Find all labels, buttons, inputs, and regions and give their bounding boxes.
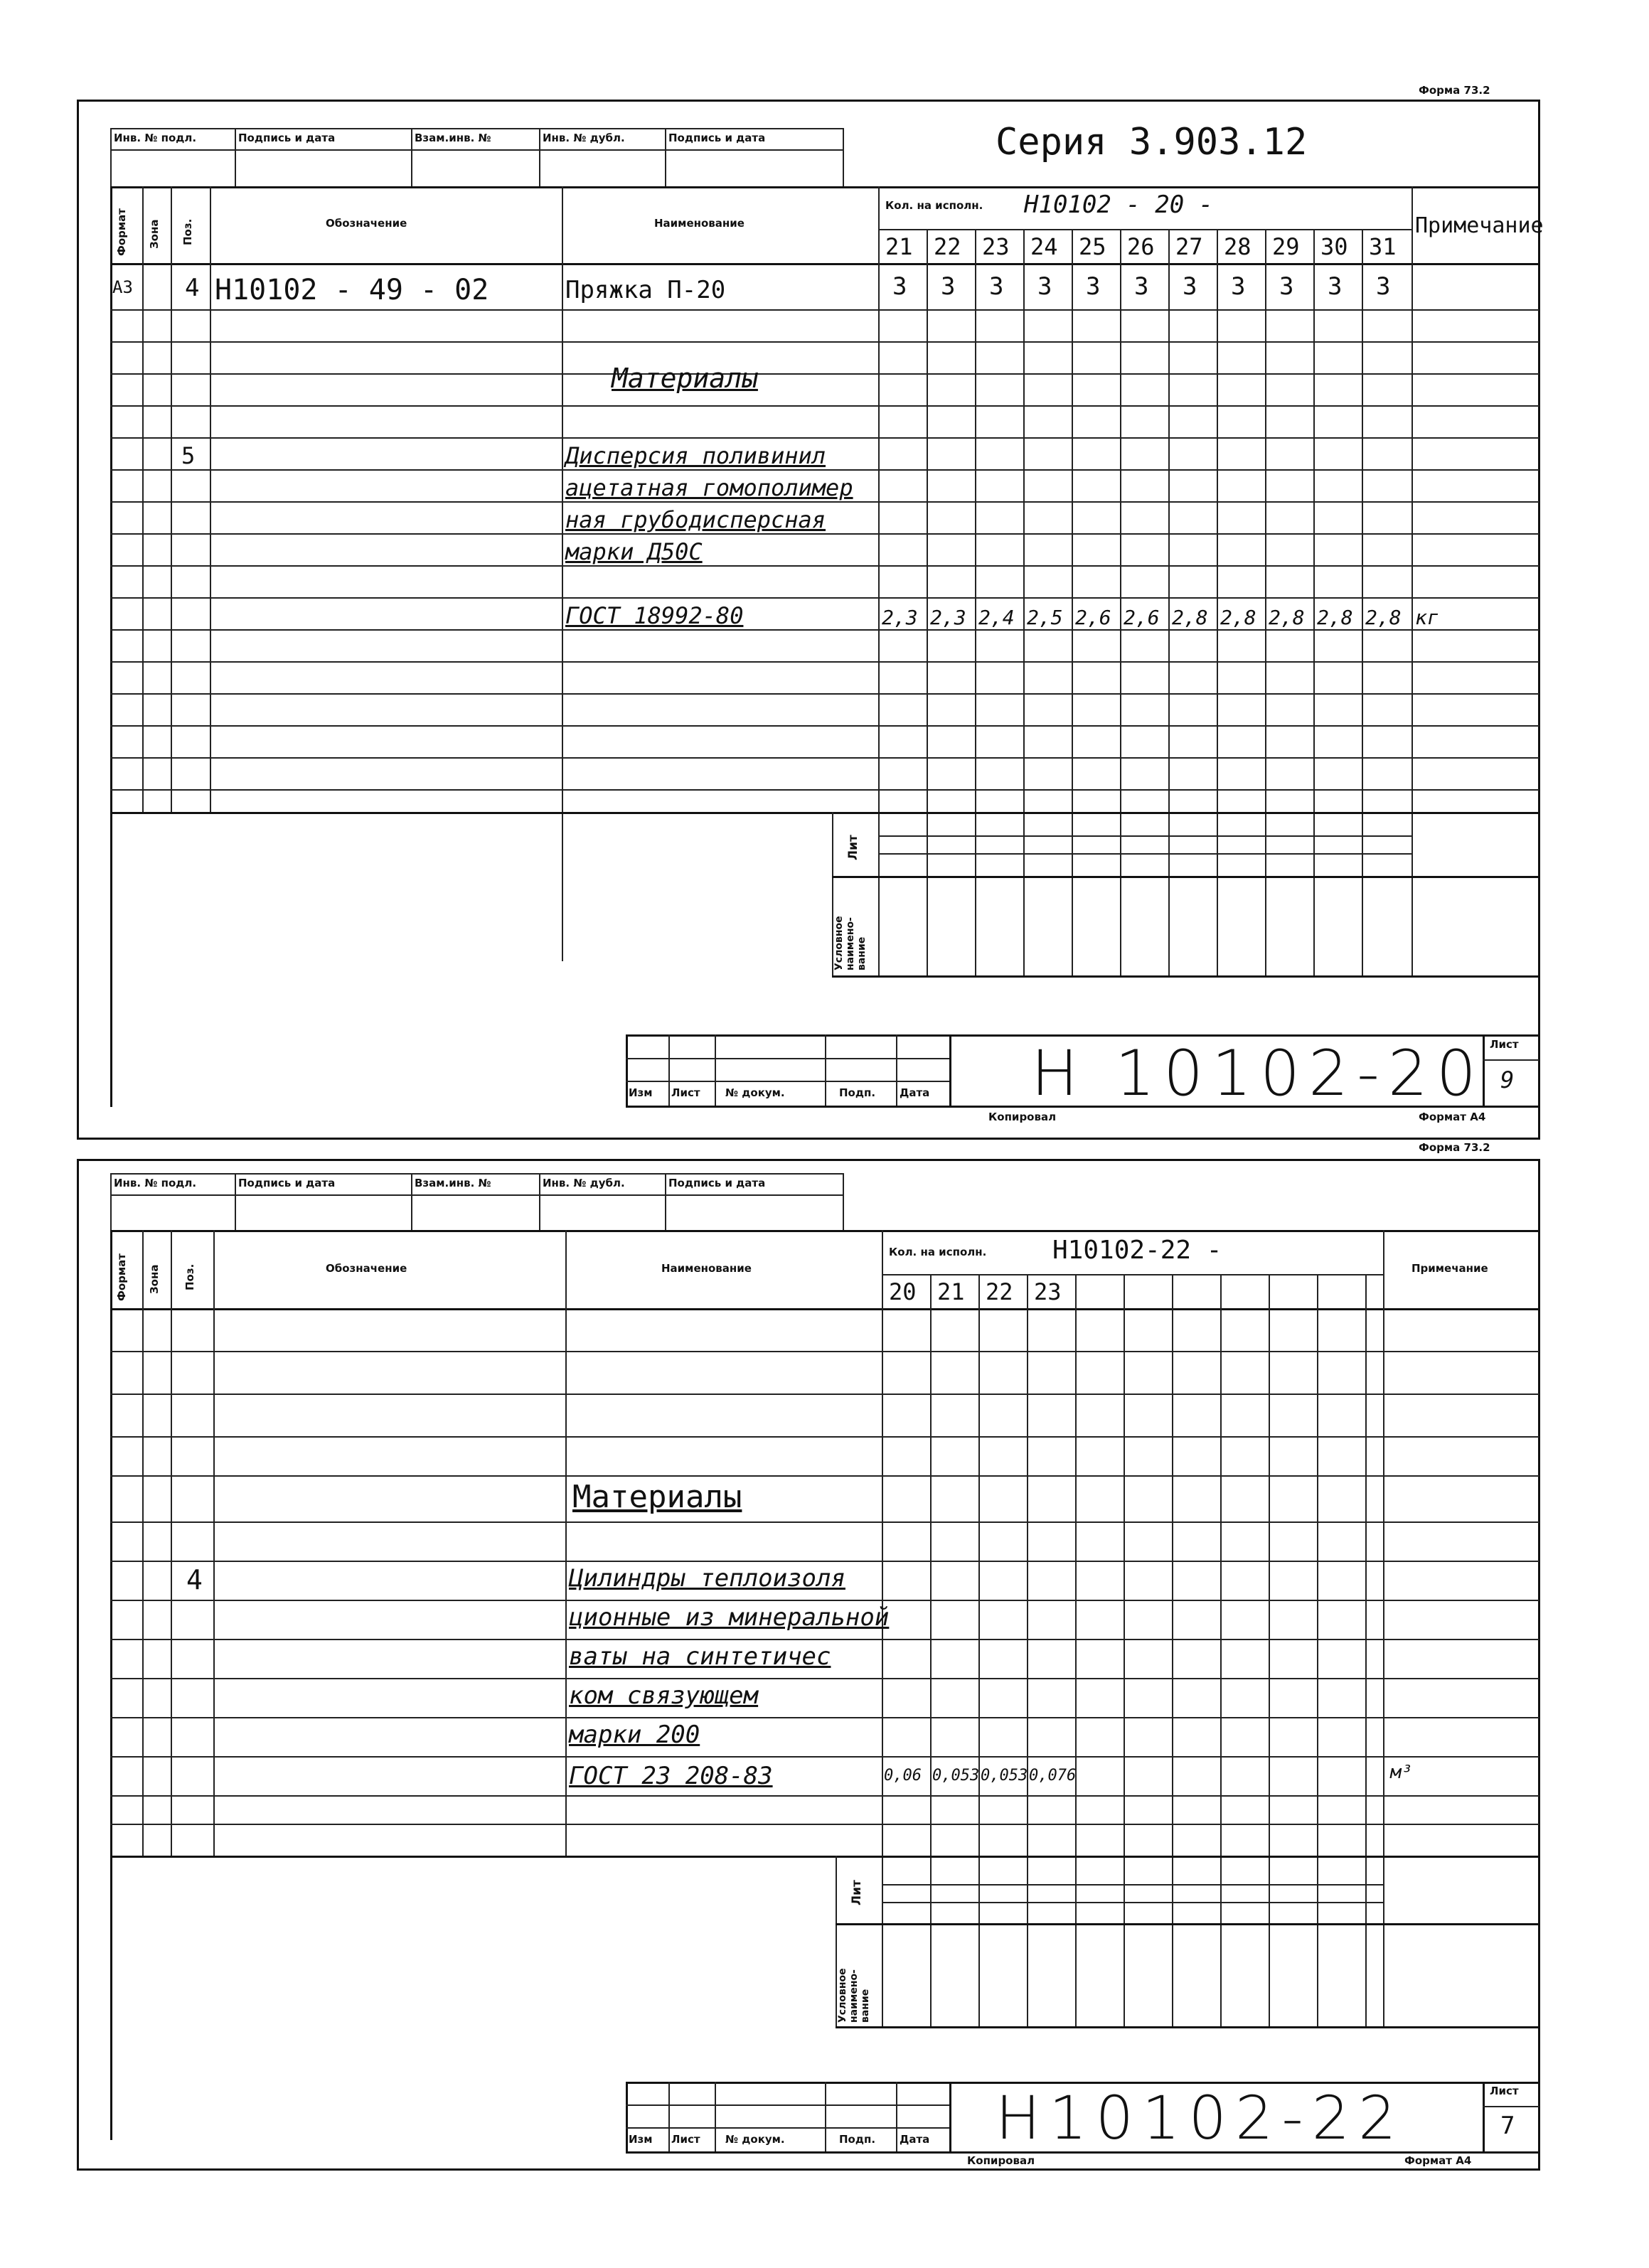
sheet-number: 9: [1500, 1066, 1515, 1093]
header-name: Наименование: [661, 1262, 752, 1275]
material-unit: кг: [1415, 606, 1439, 629]
header-zone: Зона: [148, 219, 161, 249]
exec-col: 23: [1034, 1278, 1062, 1305]
stamp-label: Подпись и дата: [238, 1177, 336, 1189]
exec-col: 28: [1224, 233, 1252, 260]
exec-col: 25: [1079, 233, 1106, 260]
qty-cell: 3: [1134, 272, 1149, 301]
exec-col: 31: [1369, 233, 1397, 260]
conditional-label: Условное: [833, 916, 845, 970]
conditional-label: Условное: [837, 1968, 848, 2023]
qty-cell: 3: [1086, 272, 1101, 301]
qty-cell: 3: [989, 272, 1004, 301]
sheet-label: Лист: [1490, 1038, 1519, 1051]
header-zone: Зона: [148, 1264, 161, 1294]
material-line: ГОСТ 18992-80: [565, 602, 744, 629]
stamp-label: Взам.инв. №: [415, 132, 491, 144]
copied-label: Копировал: [967, 2154, 1035, 2167]
materials-heading: Материалы: [572, 1479, 742, 1515]
lit-label: Лит: [846, 835, 860, 860]
title-label: Изм: [629, 1086, 653, 1099]
title-label: Лист: [671, 1086, 700, 1099]
qty-cell: 2,6: [1124, 606, 1160, 629]
qty-cell: 3: [941, 272, 956, 301]
row-name: Пряжка П-20: [565, 276, 726, 304]
stamp-label: Подпись и дата: [668, 132, 766, 144]
material-pos: 4: [186, 1564, 203, 1595]
material-line: ционные из минеральной: [569, 1603, 890, 1632]
qty-cell: 3: [1328, 272, 1343, 301]
material-unit: м³: [1390, 1762, 1413, 1783]
exec-col: 27: [1175, 233, 1203, 260]
exec-col: 22: [986, 1278, 1013, 1305]
qty-cell: 2,8: [1365, 606, 1402, 629]
qty-cell: 2,4: [978, 606, 1015, 629]
exec-col: 23: [982, 233, 1010, 260]
header-designation: Обозначение: [326, 1262, 407, 1275]
copied-label: Копировал: [988, 1111, 1057, 1123]
stamp-label: Инв. № дубл.: [543, 132, 625, 144]
forma-label: Форма 73.2: [1419, 84, 1490, 97]
material-line: Цилиндры теплоизоля: [569, 1564, 845, 1593]
header-qty: Кол. на исполн.: [889, 1246, 987, 1258]
title-label: Лист: [671, 2133, 700, 2146]
exec-col: 30: [1320, 233, 1348, 260]
header-designation: Обозначение: [326, 217, 407, 230]
doc-code: Н10102-22: [996, 2083, 1405, 2153]
format-label: Формат А4: [1404, 2154, 1472, 2167]
row-designation: Н10102 - 49 - 02: [215, 274, 489, 306]
qty-cell: 0,076: [1029, 1767, 1077, 1785]
material-pos: 5: [181, 442, 196, 469]
exec-col: 24: [1030, 233, 1058, 260]
material-line: Дисперсия поливинил: [565, 442, 826, 469]
title-label: № докум.: [725, 2133, 785, 2146]
forma-label: Форма 73.2: [1419, 1141, 1490, 1154]
series-title: Серия 3.903.12: [996, 121, 1308, 164]
material-line: марки Д50С: [565, 538, 703, 565]
title-label: Дата: [900, 2133, 930, 2146]
exec-col: 21: [937, 1278, 965, 1305]
lit-label: Лит: [850, 1880, 864, 1905]
qty-code: Н10102 - 20 -: [1024, 191, 1214, 219]
doc-code: Н 10102-20: [1031, 1037, 1485, 1110]
material-line: ГОСТ 23 208-83: [569, 1762, 773, 1790]
qty-cell: 3: [1183, 272, 1197, 301]
header-pos: Поз.: [183, 1263, 196, 1290]
title-label: Подп.: [839, 2133, 876, 2146]
title-label: Подп.: [839, 1086, 876, 1099]
qty-cell: 3: [1376, 272, 1391, 301]
qty-cell: 2,3: [930, 606, 966, 629]
qty-cell: 2,3: [882, 606, 918, 629]
material-line: ная грубодисперсная: [565, 506, 826, 533]
header-pos: Поз.: [181, 218, 194, 245]
qty-cell: 3: [1231, 272, 1246, 301]
row-format: А3: [112, 277, 133, 297]
conditional-label: наимено-: [848, 1969, 860, 2023]
material-line: ком связующем: [569, 1681, 759, 1710]
material-line: марки 200: [569, 1721, 700, 1749]
qty-cell: 2,8: [1269, 606, 1305, 629]
qty-cell: 0,053: [981, 1767, 1028, 1785]
qty-cell: 0,053: [932, 1767, 980, 1785]
qty-cell: 3: [1037, 272, 1052, 301]
qty-cell: 2,8: [1220, 606, 1256, 629]
stamp-label: Подпись и дата: [668, 1177, 766, 1189]
qty-cell: 2,6: [1075, 606, 1111, 629]
material-line: ацетатная гомополимер: [565, 474, 853, 501]
stamp-label: Взам.инв. №: [415, 1177, 491, 1189]
header-name: Наименование: [654, 217, 745, 230]
exec-col: 20: [889, 1278, 917, 1305]
header-note: Примечание: [1415, 213, 1544, 238]
exec-col: 22: [934, 233, 961, 260]
header-format: Формат: [115, 208, 128, 256]
qty-cell: 2,5: [1027, 606, 1063, 629]
conditional-label: вание: [860, 1989, 871, 2023]
sheet-label: Лист: [1490, 2085, 1519, 2097]
title-label: № докум.: [725, 1086, 785, 1099]
stamp-label: Инв. № дубл.: [543, 1177, 625, 1189]
title-label: Изм: [629, 2133, 653, 2146]
qty-cell: 2,8: [1317, 606, 1353, 629]
qty-cell: 3: [1279, 272, 1294, 301]
sheet-number: 7: [1500, 2112, 1515, 2140]
exec-col: 26: [1127, 233, 1155, 260]
materials-heading: Материалы: [612, 363, 758, 394]
exec-col: 21: [885, 233, 913, 260]
row-pos: 4: [185, 274, 200, 302]
conditional-label: наимено-: [845, 917, 856, 970]
conditional-label: вание: [856, 936, 868, 970]
header-format: Формат: [115, 1253, 128, 1301]
material-line: ваты на синтетичес: [569, 1642, 831, 1671]
exec-col: 29: [1272, 233, 1300, 260]
qty-cell: 2,8: [1172, 606, 1208, 629]
stamp-label: Подпись и дата: [238, 132, 336, 144]
title-label: Дата: [900, 1086, 930, 1099]
qty-code: Н10102-22 -: [1052, 1236, 1222, 1265]
qty-cell: 0,06: [884, 1767, 922, 1785]
header-qty: Кол. на исполн.: [885, 199, 983, 212]
qty-cell: 3: [892, 272, 907, 301]
stamp-label: Инв. № подл.: [114, 1177, 197, 1189]
header-note: Примечание: [1411, 1262, 1488, 1275]
format-label: Формат А4: [1419, 1111, 1486, 1123]
stamp-label: Инв. № подл.: [114, 132, 197, 144]
